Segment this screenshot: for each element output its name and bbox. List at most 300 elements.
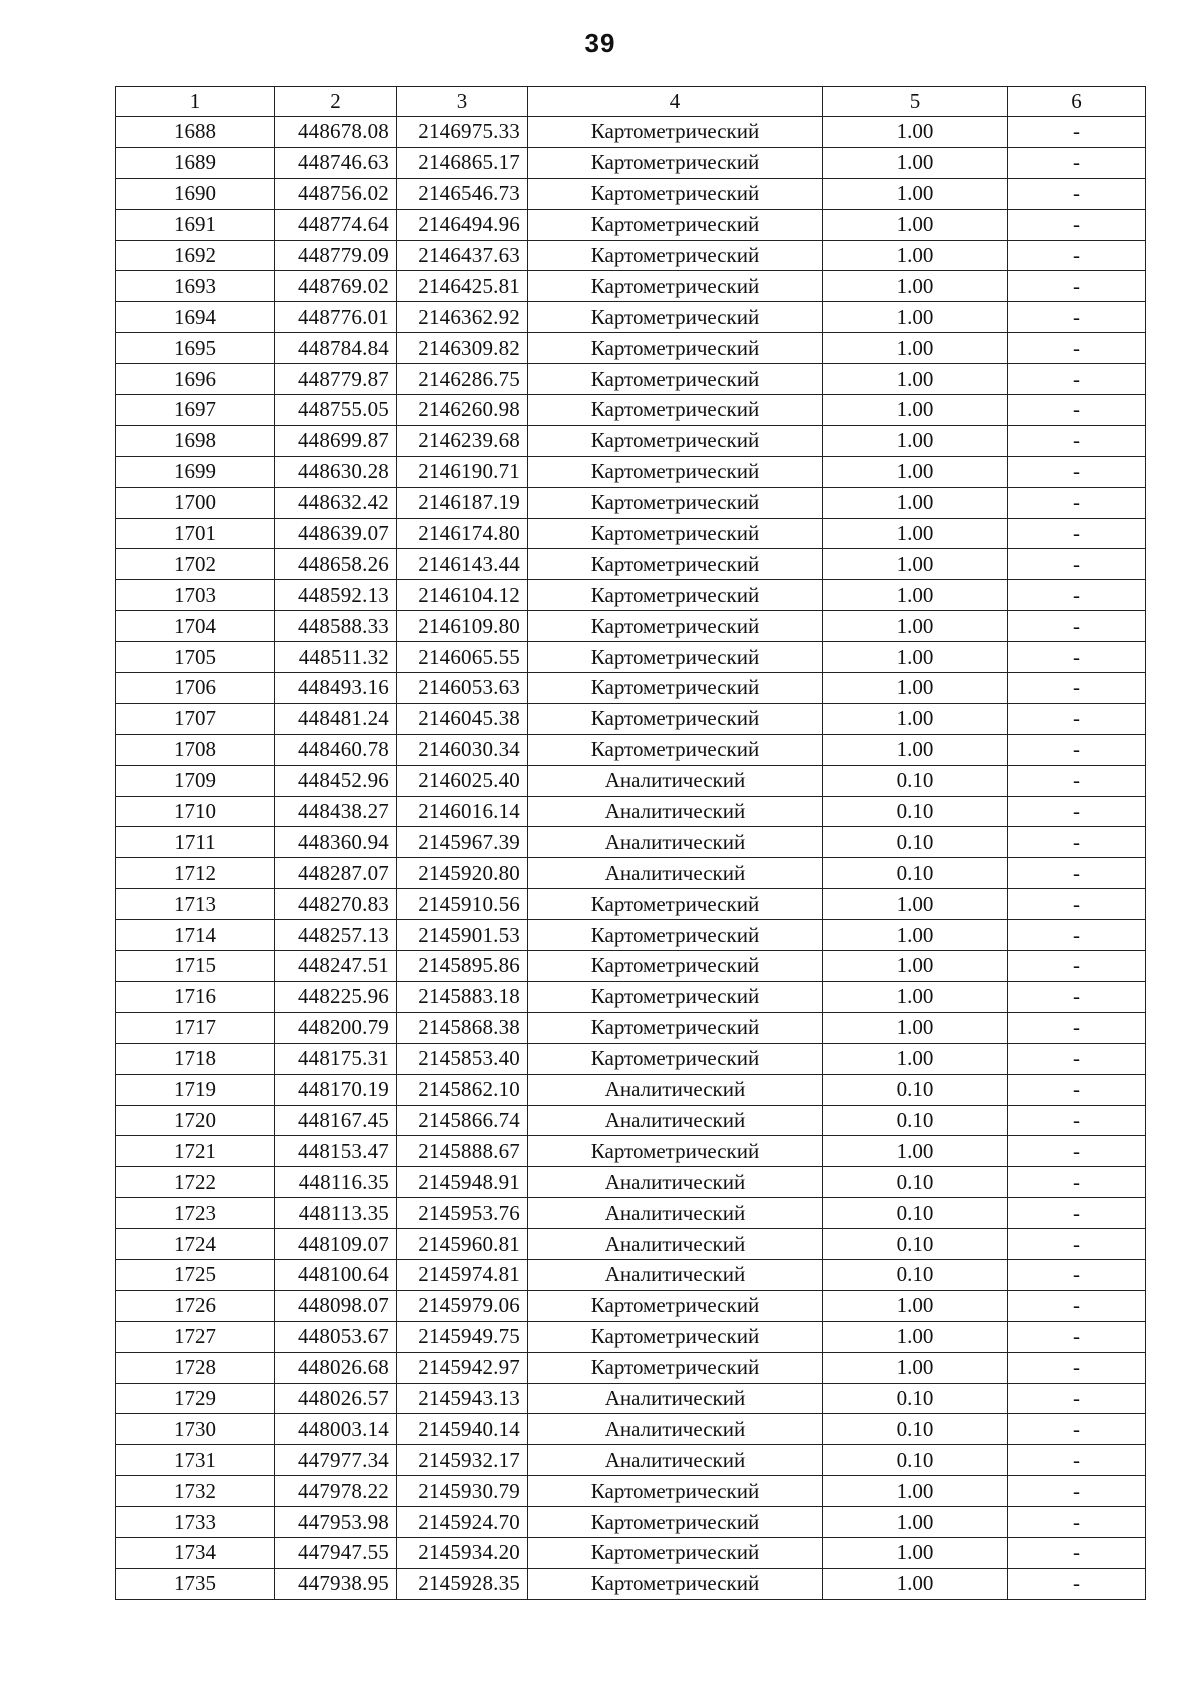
point-number-cell: 1735 [116,1568,275,1599]
table-row [116,1229,1146,1260]
accuracy-cell: 1.00 [823,549,1008,580]
table-row [116,364,1146,395]
point-number-cell: 1722 [116,1167,275,1198]
x-coordinate-cell: 448438.27 [275,796,397,827]
y-coordinate-cell: 2146104.12 [397,580,528,611]
table-row [116,1352,1146,1383]
method-cell: Картометрический [528,1476,823,1507]
y-coordinate-cell: 2146239.68 [397,425,528,456]
y-coordinate-cell: 2145948.91 [397,1167,528,1198]
table-row [116,951,1146,982]
method-cell: Картометрический [528,1352,823,1383]
x-coordinate-cell: 448200.79 [275,1012,397,1043]
point-number-cell: 1717 [116,1012,275,1043]
method-cell: Картометрический [528,580,823,611]
table-row [116,1537,1146,1568]
y-coordinate-cell: 2146187.19 [397,487,528,518]
accuracy-cell: 0.10 [823,1198,1008,1229]
y-coordinate-cell: 2145960.81 [397,1229,528,1260]
accuracy-cell: 0.10 [823,827,1008,858]
note-cell: - [1008,1414,1146,1445]
table-row [116,611,1146,642]
table-row [116,1136,1146,1167]
y-coordinate-cell: 2146053.63 [397,673,528,704]
note-cell: - [1008,734,1146,765]
x-coordinate-cell: 448026.68 [275,1352,397,1383]
x-coordinate-cell: 447953.98 [275,1507,397,1538]
accuracy-cell: 0.10 [823,1167,1008,1198]
point-number-cell: 1690 [116,178,275,209]
y-coordinate-cell: 2146109.80 [397,611,528,642]
point-number-cell: 1731 [116,1445,275,1476]
note-cell: - [1008,364,1146,395]
method-cell: Картометрический [528,951,823,982]
y-coordinate-cell: 2145967.39 [397,827,528,858]
method-cell: Картометрический [528,920,823,951]
point-number-cell: 1692 [116,240,275,271]
x-coordinate-cell: 448113.35 [275,1198,397,1229]
accuracy-cell: 1.00 [823,487,1008,518]
point-number-cell: 1691 [116,209,275,240]
method-cell: Картометрический [528,1568,823,1599]
point-number-cell: 1727 [116,1321,275,1352]
y-coordinate-cell: 2145910.56 [397,889,528,920]
note-cell: - [1008,1167,1146,1198]
y-coordinate-cell: 2145862.10 [397,1074,528,1105]
method-cell: Картометрический [528,1537,823,1568]
accuracy-cell: 0.10 [823,858,1008,889]
accuracy-cell: 0.10 [823,1229,1008,1260]
table-row [116,1167,1146,1198]
method-cell: Аналитический [528,1229,823,1260]
table-row [116,209,1146,240]
table-row [116,580,1146,611]
note-cell: - [1008,920,1146,951]
method-cell: Картометрический [528,1012,823,1043]
note-cell: - [1008,147,1146,178]
table-row [116,1043,1146,1074]
y-coordinate-cell: 2145949.75 [397,1321,528,1352]
y-coordinate-cell: 2145943.13 [397,1383,528,1414]
x-coordinate-cell: 447978.22 [275,1476,397,1507]
x-coordinate-cell: 448098.07 [275,1290,397,1321]
table-row [116,703,1146,734]
note-cell: - [1008,642,1146,673]
note-cell: - [1008,209,1146,240]
note-cell: - [1008,178,1146,209]
note-cell: - [1008,1043,1146,1074]
x-coordinate-cell: 448225.96 [275,981,397,1012]
table-row [116,827,1146,858]
point-number-cell: 1719 [116,1074,275,1105]
method-cell: Картометрический [528,302,823,333]
method-cell: Аналитический [528,1445,823,1476]
method-cell: Картометрический [528,518,823,549]
table-row [116,734,1146,765]
note-cell: - [1008,456,1146,487]
method-cell: Аналитический [528,1167,823,1198]
coordinates-table [115,86,1146,1600]
x-coordinate-cell: 448257.13 [275,920,397,951]
y-coordinate-cell: 2146030.34 [397,734,528,765]
method-cell: Картометрический [528,271,823,302]
accuracy-cell: 1.00 [823,981,1008,1012]
method-cell: Картометрический [528,117,823,148]
x-coordinate-cell: 448756.02 [275,178,397,209]
table-row [116,1445,1146,1476]
x-coordinate-cell: 448170.19 [275,1074,397,1105]
table-row [116,117,1146,148]
x-coordinate-cell: 448360.94 [275,827,397,858]
table-row [116,271,1146,302]
y-coordinate-cell: 2145979.06 [397,1290,528,1321]
table-row [116,1476,1146,1507]
y-coordinate-cell: 2146025.40 [397,765,528,796]
x-coordinate-cell: 447977.34 [275,1445,397,1476]
accuracy-cell: 1.00 [823,1136,1008,1167]
column-header: 5 [823,87,1008,117]
note-cell: - [1008,611,1146,642]
x-coordinate-cell: 448116.35 [275,1167,397,1198]
method-cell: Картометрический [528,209,823,240]
note-cell: - [1008,117,1146,148]
point-number-cell: 1718 [116,1043,275,1074]
point-number-cell: 1729 [116,1383,275,1414]
point-number-cell: 1694 [116,302,275,333]
method-cell: Картометрический [528,611,823,642]
table-row [116,1105,1146,1136]
method-cell: Картометрический [528,425,823,456]
note-cell: - [1008,796,1146,827]
y-coordinate-cell: 2146174.80 [397,518,528,549]
accuracy-cell: 1.00 [823,889,1008,920]
accuracy-cell: 0.10 [823,796,1008,827]
method-cell: Аналитический [528,858,823,889]
method-cell: Картометрический [528,487,823,518]
accuracy-cell: 1.00 [823,1537,1008,1568]
x-coordinate-cell: 448632.42 [275,487,397,518]
accuracy-cell: 0.10 [823,1414,1008,1445]
accuracy-cell: 1.00 [823,951,1008,982]
x-coordinate-cell: 448167.45 [275,1105,397,1136]
method-cell: Картометрический [528,673,823,704]
x-coordinate-cell: 448630.28 [275,456,397,487]
point-number-cell: 1712 [116,858,275,889]
method-cell: Картометрический [528,147,823,178]
point-number-cell: 1715 [116,951,275,982]
point-number-cell: 1710 [116,796,275,827]
point-number-cell: 1707 [116,703,275,734]
point-number-cell: 1713 [116,889,275,920]
y-coordinate-cell: 2145868.38 [397,1012,528,1043]
y-coordinate-cell: 2145953.76 [397,1198,528,1229]
note-cell: - [1008,951,1146,982]
table-row [116,1290,1146,1321]
accuracy-cell: 1.00 [823,1321,1008,1352]
accuracy-cell: 1.00 [823,642,1008,673]
x-coordinate-cell: 448460.78 [275,734,397,765]
note-cell: - [1008,1383,1146,1414]
accuracy-cell: 1.00 [823,611,1008,642]
note-cell: - [1008,1445,1146,1476]
note-cell: - [1008,673,1146,704]
x-coordinate-cell: 448247.51 [275,951,397,982]
method-cell: Аналитический [528,1105,823,1136]
y-coordinate-cell: 2145974.81 [397,1259,528,1290]
x-coordinate-cell: 448784.84 [275,333,397,364]
point-number-cell: 1730 [116,1414,275,1445]
note-cell: - [1008,981,1146,1012]
y-coordinate-cell: 2145920.80 [397,858,528,889]
x-coordinate-cell: 448588.33 [275,611,397,642]
note-cell: - [1008,1568,1146,1599]
table-body [116,117,1146,1600]
note-cell: - [1008,1476,1146,1507]
y-coordinate-cell: 2145924.70 [397,1507,528,1538]
accuracy-cell: 1.00 [823,518,1008,549]
note-cell: - [1008,827,1146,858]
method-cell: Аналитический [528,765,823,796]
method-cell: Картометрический [528,456,823,487]
method-cell: Картометрический [528,981,823,1012]
y-coordinate-cell: 2145901.53 [397,920,528,951]
point-number-cell: 1732 [116,1476,275,1507]
accuracy-cell: 0.10 [823,1445,1008,1476]
x-coordinate-cell: 448776.01 [275,302,397,333]
method-cell: Картометрический [528,333,823,364]
y-coordinate-cell: 2145883.18 [397,981,528,1012]
accuracy-cell: 0.10 [823,1383,1008,1414]
table-header-row [116,87,1146,117]
note-cell: - [1008,1321,1146,1352]
y-coordinate-cell: 2145934.20 [397,1537,528,1568]
point-number-cell: 1697 [116,395,275,426]
point-number-cell: 1688 [116,117,275,148]
x-coordinate-cell: 448769.02 [275,271,397,302]
point-number-cell: 1706 [116,673,275,704]
x-coordinate-cell: 448746.63 [275,147,397,178]
method-cell: Аналитический [528,1383,823,1414]
method-cell: Аналитический [528,1198,823,1229]
method-cell: Картометрический [528,395,823,426]
accuracy-cell: 1.00 [823,209,1008,240]
note-cell: - [1008,580,1146,611]
x-coordinate-cell: 447938.95 [275,1568,397,1599]
method-cell: Аналитический [528,796,823,827]
accuracy-cell: 1.00 [823,333,1008,364]
table-row [116,1198,1146,1229]
note-cell: - [1008,1105,1146,1136]
x-coordinate-cell: 448287.07 [275,858,397,889]
x-coordinate-cell: 448175.31 [275,1043,397,1074]
y-coordinate-cell: 2145930.79 [397,1476,528,1507]
note-cell: - [1008,1352,1146,1383]
table-row [116,178,1146,209]
note-cell: - [1008,703,1146,734]
method-cell: Картометрический [528,1507,823,1538]
table-row [116,642,1146,673]
method-cell: Аналитический [528,827,823,858]
note-cell: - [1008,889,1146,920]
note-cell: - [1008,1290,1146,1321]
point-number-cell: 1723 [116,1198,275,1229]
point-number-cell: 1708 [116,734,275,765]
accuracy-cell: 1.00 [823,456,1008,487]
x-coordinate-cell: 448026.57 [275,1383,397,1414]
x-coordinate-cell: 448053.67 [275,1321,397,1352]
method-cell: Аналитический [528,1074,823,1105]
point-number-cell: 1720 [116,1105,275,1136]
y-coordinate-cell: 2146260.98 [397,395,528,426]
y-coordinate-cell: 2145866.74 [397,1105,528,1136]
point-number-cell: 1705 [116,642,275,673]
table-row [116,796,1146,827]
note-cell: - [1008,765,1146,796]
table-row [116,1383,1146,1414]
accuracy-cell: 1.00 [823,1476,1008,1507]
table-row [116,425,1146,456]
y-coordinate-cell: 2146865.17 [397,147,528,178]
x-coordinate-cell: 448658.26 [275,549,397,580]
accuracy-cell: 0.10 [823,1105,1008,1136]
table-row [116,333,1146,364]
x-coordinate-cell: 448003.14 [275,1414,397,1445]
note-cell: - [1008,487,1146,518]
column-header: 4 [528,87,823,117]
column-header: 2 [275,87,397,117]
x-coordinate-cell: 448592.13 [275,580,397,611]
y-coordinate-cell: 2146437.63 [397,240,528,271]
point-number-cell: 1724 [116,1229,275,1260]
method-cell: Картометрический [528,364,823,395]
note-cell: - [1008,1229,1146,1260]
note-cell: - [1008,1259,1146,1290]
y-coordinate-cell: 2146045.38 [397,703,528,734]
method-cell: Аналитический [528,1259,823,1290]
y-coordinate-cell: 2146143.44 [397,549,528,580]
point-number-cell: 1696 [116,364,275,395]
note-cell: - [1008,302,1146,333]
column-header: 6 [1008,87,1146,117]
point-number-cell: 1711 [116,827,275,858]
method-cell: Аналитический [528,1414,823,1445]
table-row [116,395,1146,426]
point-number-cell: 1698 [116,425,275,456]
y-coordinate-cell: 2146065.55 [397,642,528,673]
note-cell: - [1008,1198,1146,1229]
method-cell: Картометрический [528,1290,823,1321]
x-coordinate-cell: 448270.83 [275,889,397,920]
table-row [116,1321,1146,1352]
y-coordinate-cell: 2146190.71 [397,456,528,487]
point-number-cell: 1702 [116,549,275,580]
method-cell: Картометрический [528,889,823,920]
point-number-cell: 1704 [116,611,275,642]
note-cell: - [1008,1012,1146,1043]
table-row [116,673,1146,704]
point-number-cell: 1689 [116,147,275,178]
point-number-cell: 1699 [116,456,275,487]
table-row [116,1012,1146,1043]
x-coordinate-cell: 448779.09 [275,240,397,271]
table-row [116,1414,1146,1445]
column-header: 1 [116,87,275,117]
x-coordinate-cell: 448779.87 [275,364,397,395]
accuracy-cell: 1.00 [823,1012,1008,1043]
note-cell: - [1008,1074,1146,1105]
x-coordinate-cell: 448481.24 [275,703,397,734]
table-row [116,1568,1146,1599]
table-row [116,518,1146,549]
y-coordinate-cell: 2145888.67 [397,1136,528,1167]
point-number-cell: 1716 [116,981,275,1012]
y-coordinate-cell: 2145940.14 [397,1414,528,1445]
accuracy-cell: 1.00 [823,673,1008,704]
table-row [116,147,1146,178]
method-cell: Картометрический [528,1321,823,1352]
note-cell: - [1008,1507,1146,1538]
accuracy-cell: 1.00 [823,271,1008,302]
point-number-cell: 1695 [116,333,275,364]
y-coordinate-cell: 2145853.40 [397,1043,528,1074]
table-row [116,981,1146,1012]
note-cell: - [1008,425,1146,456]
note-cell: - [1008,549,1146,580]
point-number-cell: 1709 [116,765,275,796]
y-coordinate-cell: 2146016.14 [397,796,528,827]
x-coordinate-cell: 448493.16 [275,673,397,704]
x-coordinate-cell: 448774.64 [275,209,397,240]
point-number-cell: 1693 [116,271,275,302]
table-row [116,456,1146,487]
method-cell: Картометрический [528,1043,823,1074]
point-number-cell: 1721 [116,1136,275,1167]
accuracy-cell: 0.10 [823,1259,1008,1290]
column-header: 3 [397,87,528,117]
x-coordinate-cell: 448678.08 [275,117,397,148]
y-coordinate-cell: 2146546.73 [397,178,528,209]
accuracy-cell: 1.00 [823,425,1008,456]
accuracy-cell: 1.00 [823,302,1008,333]
accuracy-cell: 1.00 [823,1568,1008,1599]
x-coordinate-cell: 448452.96 [275,765,397,796]
note-cell: - [1008,518,1146,549]
table-row [116,920,1146,951]
y-coordinate-cell: 2146494.96 [397,209,528,240]
method-cell: Картометрический [528,642,823,673]
y-coordinate-cell: 2145928.35 [397,1568,528,1599]
x-coordinate-cell: 448755.05 [275,395,397,426]
accuracy-cell: 1.00 [823,1507,1008,1538]
table-row [116,889,1146,920]
y-coordinate-cell: 2146309.82 [397,333,528,364]
table-row [116,302,1146,333]
note-cell: - [1008,858,1146,889]
note-cell: - [1008,240,1146,271]
point-number-cell: 1714 [116,920,275,951]
point-number-cell: 1725 [116,1259,275,1290]
method-cell: Картометрический [528,549,823,580]
accuracy-cell: 1.00 [823,703,1008,734]
accuracy-cell: 1.00 [823,364,1008,395]
y-coordinate-cell: 2146425.81 [397,271,528,302]
method-cell: Картометрический [528,240,823,271]
y-coordinate-cell: 2146975.33 [397,117,528,148]
y-coordinate-cell: 2146286.75 [397,364,528,395]
table-row [116,1074,1146,1105]
x-coordinate-cell: 447947.55 [275,1537,397,1568]
accuracy-cell: 1.00 [823,147,1008,178]
